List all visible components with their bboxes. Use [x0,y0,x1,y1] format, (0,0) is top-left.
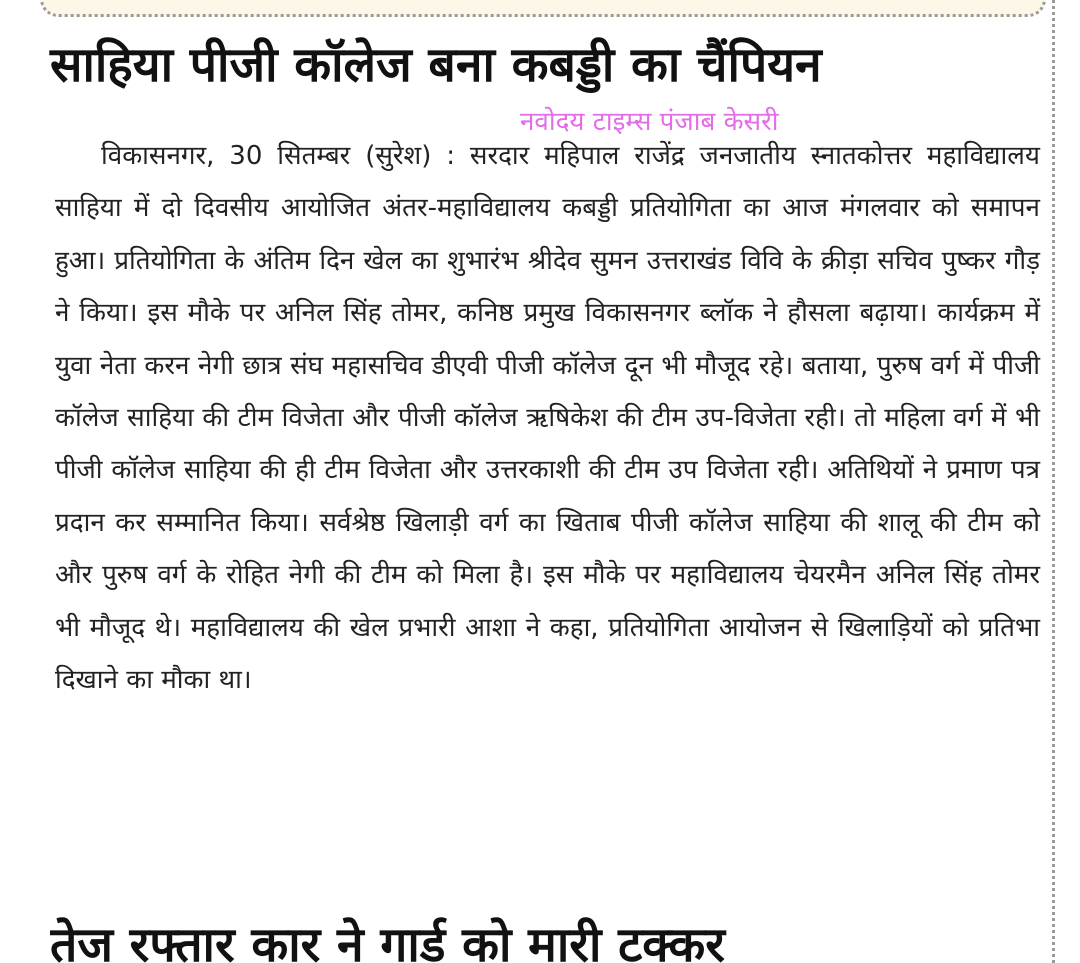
article-text: सरदार महिपाल राजेंद्र जनजातीय स्नातकोत्तर महाविद्यालय साहिया में दो दिवसीय आयोजित अंतर-महाविद्यालय कबड्डी प्रतियोगिता का आज मंगलवार को समापन हुआ। प्रतियोगिता के अंतिम दिन खेल का शुभारंभ श्रीदेव सुमन उत्तराखंड विवि के क्रीड़ा सचिव पुष्कर गौड़ ने किया। इस मौके पर अनिल सिंह तोमर, कनिष्ठ प्रमुख विकासनगर ब्लॉक ने हौसला बढ़ाया। कार्यक्रम में युवा नेता करन नेगी छात्र संघ महासचिव डीएवी पीजी कॉलेज दून भी मौजूद रहे। बताया, पुरुष वर्ग में पीजी कॉलेज साहिया की टीम विजेता और पीजी कॉलेज ऋषिकेश की टीम उप-विजेता रही। तो महिला वर्ग में भी पीजी कॉलेज साहिया की ही टीम विजेता और उत्तरकाशी की टीम उप विजेता रही। अतिथियों ने प्रमाण पत्र प्रदान कर सम्मानित किया। सर्वश्रेष्ठ खिलाड़ी वर्ग का खिताब पीजी कॉलेज साहिया की शालू की टीम को और पुरुष वर्ग के रोहित नेगी की टीम को मिला है। इस मौके पर महाविद्यालय चेयरमैन अनिल सिंह तोमर भी मौजूद थे। महाविद्यालय की खेल प्रभारी आशा ने कहा, प्रतियोगिता आयोजन से खिलाड़ियों को प्रतिभा दिखाने का मौका था। [55,141,1040,696]
article-headline: साहिया पीजी कॉलेज बना कबड्डी का चैंपियन [50,37,822,93]
newspaper-source-watermark: नवोदय टाइम्स पंजाब केसरी [520,107,779,137]
article-dateline: विकासनगर, 30 सितम्बर (सुरेश) : [101,141,455,171]
decorative-top-border [40,0,1046,17]
next-article-headline-clip [50,905,1040,963]
article-body [55,130,1040,706]
next-article-headline: तेज रफ्तार कार ने गार्ड को मारी टक्कर [50,917,725,963]
column-divider [1052,0,1055,963]
